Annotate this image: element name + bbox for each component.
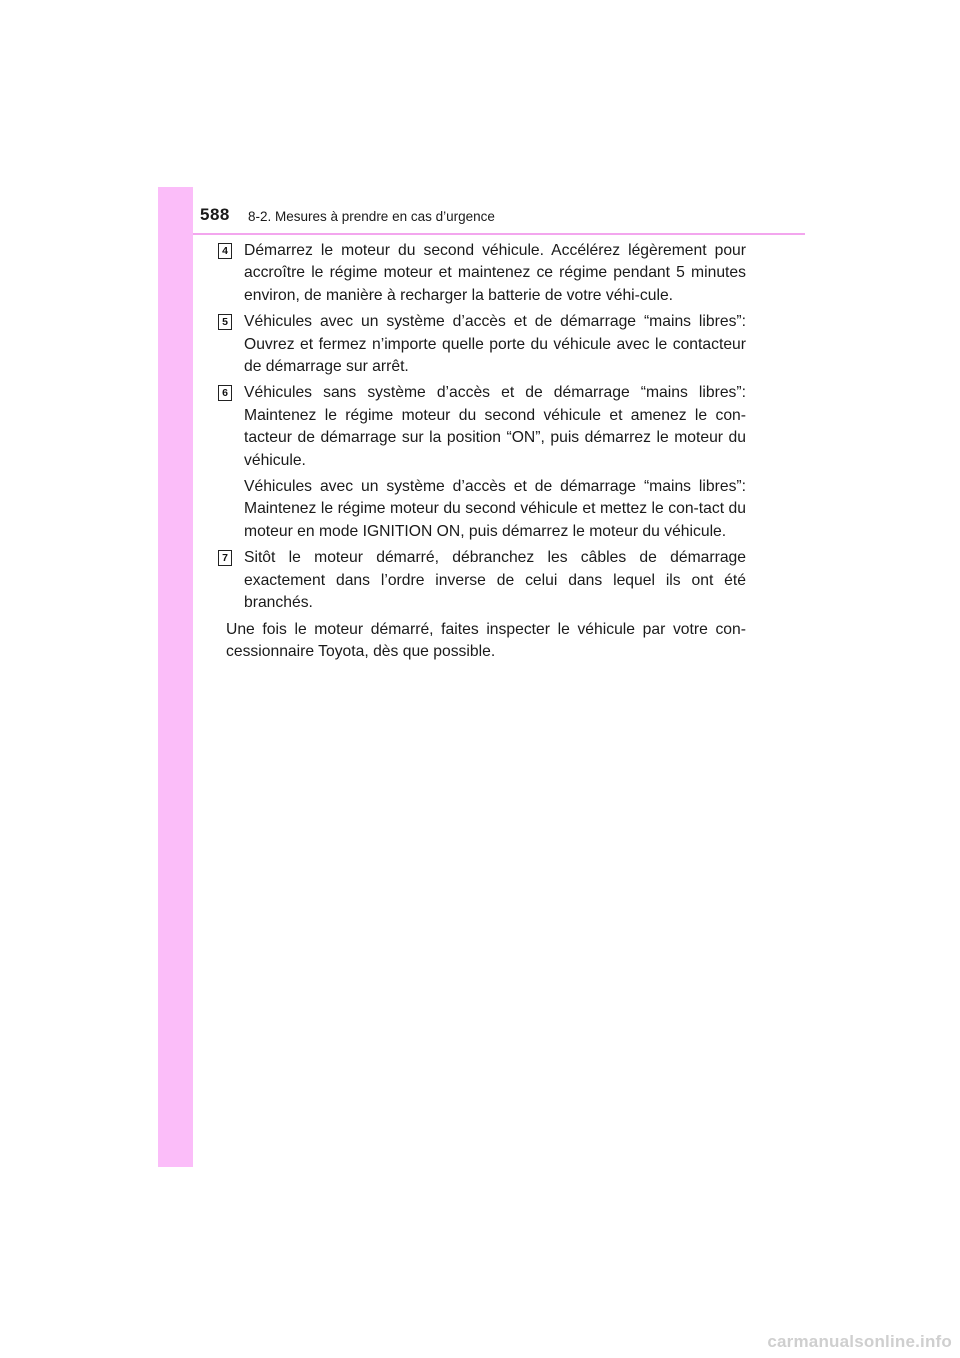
step-5 xyxy=(222,311,746,378)
step-text: Véhicules avec un système d’accès et de démarrage “mains libres”: Ouvrez et fermez n’importe quelle porte du véhicule avec le contacteur de démarrage sur arrêt. xyxy=(244,313,746,376)
step-number-badge: 4 xyxy=(218,243,232,259)
page-content xyxy=(222,240,746,663)
step-text: Démarrez le moteur du second véhicule. Accélérez légèrement pour accroître le régime moteur et maintenez ce régime pendant 5 minutes environ, de manière à recharger la batterie de votre véhi-cule. xyxy=(244,242,746,304)
step-number-badge: 6 xyxy=(218,385,232,401)
step-number-badge: 7 xyxy=(218,550,232,566)
step-text: Véhicules sans système d’accès et de démarrage “mains libres”: Maintenez le régime moteur du second véhicule et amenez le con-tacteur de démarrage sur la position “ON”, puis démarrez le moteur du véhicule. xyxy=(244,384,746,469)
page-number: 588 xyxy=(200,205,230,224)
step-7 xyxy=(222,547,746,614)
step-number-badge: 5 xyxy=(218,314,232,330)
step-text: Véhicules avec un système d’accès et de démarrage “mains libres”: Maintenez le régime moteur du second véhicule et mettez le con-tact du moteur en mode IGNITION ON, puis démarrez le moteur du véhicule. xyxy=(244,478,746,540)
closing-note: Une fois le moteur démarré, faites inspecter le véhicule par votre con-cessionnaire Toyota, dès que possible. xyxy=(226,620,746,660)
watermark-link[interactable]: carmanualsonline.info xyxy=(767,1332,952,1351)
step-text: Sitôt le moteur démarré, débranchez les câbles de démarrage exactement dans l’ordre inverse de celui dans lequel ils ont été branchés. xyxy=(244,549,746,612)
chapter-side-band xyxy=(158,187,193,1167)
step-6 xyxy=(222,382,746,543)
section-title: 8-2. Mesures à prendre en cas d’urgence xyxy=(248,209,495,224)
step-4 xyxy=(222,240,746,307)
header-divider xyxy=(193,233,805,235)
